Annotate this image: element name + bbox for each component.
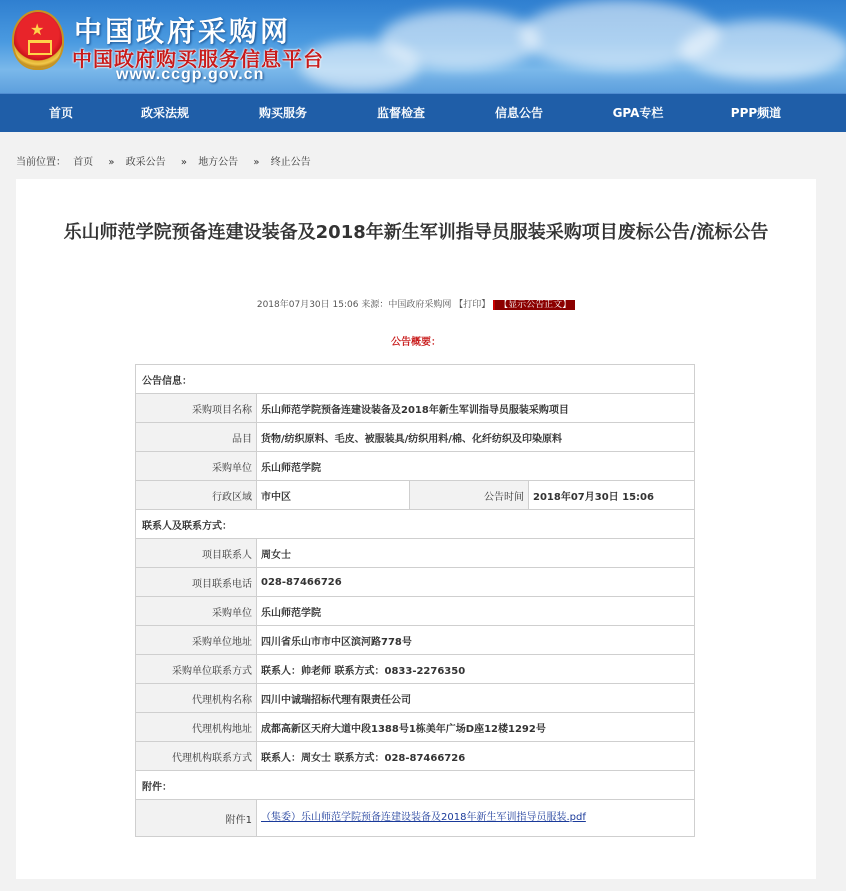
- national-emblem-icon: ★: [14, 12, 62, 68]
- breadcrumb-separator: »: [108, 157, 115, 168]
- show-body-button[interactable]: 【显示公告正文】: [493, 300, 575, 310]
- buyer-address-value: 四川省乐山市市中区滨河路778号: [257, 626, 695, 655]
- agency-label: 代理机构名称: [136, 684, 257, 713]
- section-contact: 联系人及联系方式：: [136, 510, 695, 539]
- breadcrumb-prefix: 当前位置：: [16, 157, 66, 168]
- breadcrumb-termination[interactable]: 终止公告: [270, 157, 311, 168]
- project-name-value: 乐山师范学院预备连建设装备及2018年新生军训指导员服装采购项目: [257, 394, 695, 423]
- contact-value: 周女士: [257, 539, 695, 568]
- breadcrumb-separator: »: [180, 157, 187, 168]
- print-link[interactable]: 【打印】: [454, 300, 491, 310]
- buyer2-value: 乐山师范学院: [257, 597, 695, 626]
- agency-value: 四川中诚瑞招标代理有限责任公司: [257, 684, 695, 713]
- nav-gpa[interactable]: GPA专栏: [612, 106, 664, 120]
- project-name-label: 采购项目名称: [136, 394, 257, 423]
- breadcrumb-separator: »: [253, 157, 260, 168]
- attachment-link[interactable]: [257, 800, 695, 837]
- breadcrumb-home[interactable]: 首页: [73, 157, 94, 168]
- nav-supervision[interactable]: 监督检查: [376, 106, 425, 120]
- pub-time-label: 公告时间: [410, 481, 529, 510]
- site-url: www.ccgp.gov.cn: [116, 66, 265, 83]
- category-value: 货物/纺织原料、毛皮、被服装具/纺织用料/棉、化纤纺织及印染原料: [257, 423, 695, 452]
- buyer-label: 采购单位: [136, 452, 257, 481]
- attachment-link-text[interactable]: （集委）乐山师范学院预备连建设装备及2018年新生军训指导员服装.pdf: [261, 812, 586, 823]
- region-value: 市中区: [257, 481, 410, 510]
- site-header: [0, 0, 846, 93]
- breadcrumb-local[interactable]: 地方公告: [198, 157, 239, 168]
- breadcrumb-procurement[interactable]: 政采公告: [125, 157, 166, 168]
- nav-purchase-service[interactable]: 购买服务: [258, 106, 307, 120]
- contact-label: 项目联系人: [136, 539, 257, 568]
- agency-address-value: 成都高新区天府大道中段1388号1栋美年广场D座12楼1292号: [257, 713, 695, 742]
- main-nav: [0, 93, 846, 132]
- category-label: 品目: [136, 423, 257, 452]
- buyer-contact-value: 联系人：帅老师 联系方式：0833-2276350: [257, 655, 695, 684]
- nav-home[interactable]: 首页: [48, 106, 73, 120]
- article-date: 2018年07月30日 15:06: [256, 300, 359, 310]
- agency-contact-value: 联系人：周女士 联系方式：028-87466726: [257, 742, 695, 771]
- site-subtitle: 中国政府购买服务信息平台: [72, 47, 324, 71]
- article-meta: [16, 297, 816, 310]
- cloud-decoration: [680, 20, 846, 80]
- attachment-label: 附件1: [136, 800, 257, 837]
- article-title: 乐山师范学院预备连建设装备及2018年新生军训指导员服装采购项目废标公告/流标公告: [63, 222, 769, 243]
- buyer-address-label: 采购单位地址: [136, 626, 257, 655]
- buyer-contact-label: 采购单位联系方式: [136, 655, 257, 684]
- breadcrumb: [16, 153, 315, 168]
- region-label: 行政区域: [136, 481, 257, 510]
- agency-address-label: 代理机构地址: [136, 713, 257, 742]
- summary-label: 公告概要：: [391, 337, 441, 348]
- nav-regulations[interactable]: 政采法规: [140, 106, 189, 120]
- phone-label: 项目联系电话: [136, 568, 257, 597]
- announcement-table: [135, 364, 695, 837]
- buyer-value: 乐山师范学院: [257, 452, 695, 481]
- source-label: 来源：: [361, 300, 389, 310]
- article-source: 中国政府采购网: [388, 300, 452, 310]
- pub-time-value: 2018年07月30日 15:06: [529, 481, 695, 510]
- section-info: 公告信息：: [136, 365, 695, 394]
- agency-contact-label: 代理机构联系方式: [136, 742, 257, 771]
- section-attachments: 附件：: [136, 771, 695, 800]
- phone-value: 028-87466726: [257, 568, 695, 597]
- article-panel: [16, 179, 816, 879]
- nav-ppp[interactable]: PPP频道: [730, 106, 782, 120]
- nav-announcements[interactable]: 信息公告: [494, 106, 543, 120]
- site-title: 中国政府采购网: [74, 15, 292, 48]
- buyer2-label: 采购单位: [136, 597, 257, 626]
